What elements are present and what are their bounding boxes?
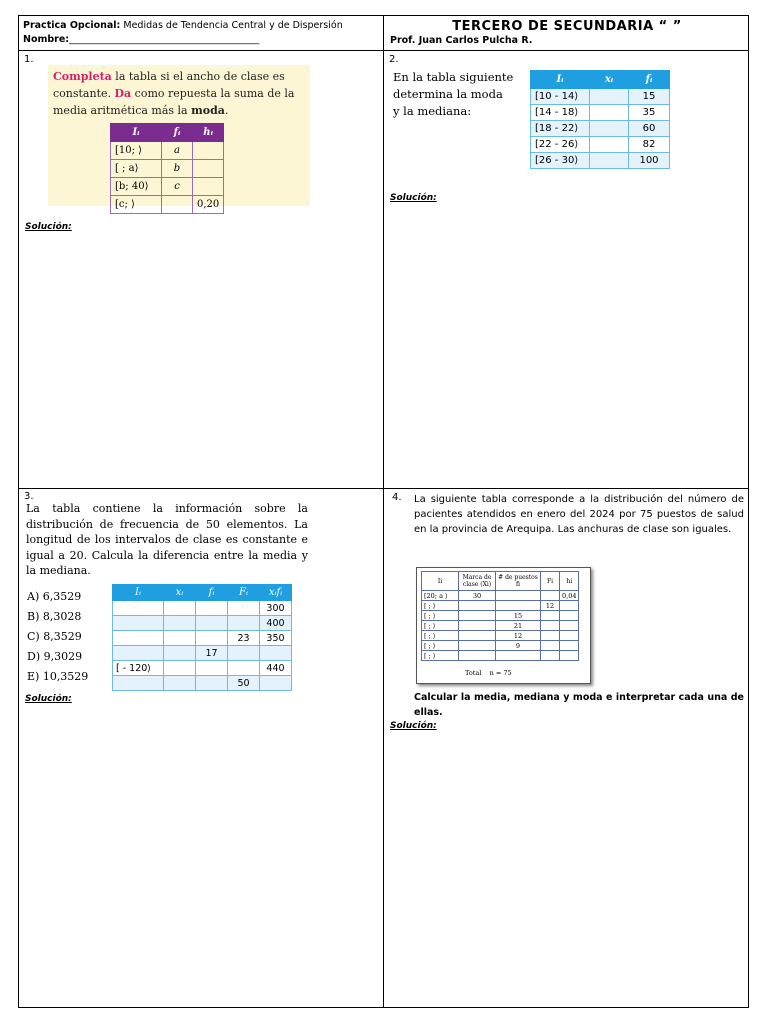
table-row: [26 - 30⟩ 100 [531,153,670,169]
question-number: 1. [24,54,34,65]
question-number: 4. [392,492,402,503]
header-right [384,16,750,50]
name-line: ________________________________________ [69,34,260,45]
question-3 [19,489,383,1009]
table-row: [14 - 18⟩ 35 [531,105,670,121]
table-row: [b; 40⟩ c [111,178,224,196]
practice-subtitle: Medidas de Tendencia Central y de Dispersión [120,20,343,31]
table-row: [ ; ⟩ 9 [422,641,579,651]
table-row: [ ; ⟩ [422,651,579,661]
table-row: [18 - 22⟩ 60 [531,121,670,137]
table-row: [ ; ⟩ 12 [422,601,579,611]
table-total: Total n = 75 [465,669,512,677]
question-4-table: Ii Marca de clase (Xi) # de puestos fi Fi hi [20; a ⟩ 30 0,04 [ ; ⟩ 12 [ ; ⟩ 15 [ ; ⟩ 21 [ ; ⟩ 12 [ ; ⟩ 9 [ ; ⟩ [421,571,579,661]
table-row: 400 [113,616,292,631]
teacher-name: Prof. Juan Carlos Pulcha R. [390,35,533,46]
question-3-table: Iᵢ xᵢ fᵢ Fᵢ xᵢfᵢ 300 400 23 350 17 [ - 120⟩ 440 50 [112,584,292,691]
question-number: 3. [24,491,34,502]
grade-title: TERCERO DE SECUNDARIA “ ” [452,19,682,34]
practice-title: Practica Opcional: [23,20,121,31]
question-1-text: Completa la tabla si el ancho de clase es constante. Da como repuesta la suma de la media aritmética más la moda. [53,70,295,117]
option-d: D) 9,3029 [27,650,83,663]
table-row: 300 [113,601,292,616]
option-b: B) 8,3028 [27,610,82,623]
question-1-box [48,65,310,210]
table-row: [ ; ⟩ 21 [422,621,579,631]
question-4-text: La siguiente tabla corresponde a la distribución del número de pacientes atendidos en enero del 2024 por 75 puestos de salud en la provincia de Arequipa. Las anchuras de clase son iguales. [414,494,744,535]
solution-label: Solución: [390,193,437,203]
answer-options [27,587,88,687]
name-label: Nombre: [23,34,70,45]
question-1-table: Iᵢ fᵢ hᵢ [10; ⟩ a [ ; a⟩ b [b; 40⟩ c [c; ⟩ 0,20 [110,123,224,214]
option-c: C) 8,3529 [27,630,82,643]
table-row: [ - 120⟩ 440 [113,661,292,676]
question-2-text: En la tabla siguiente determina la moda y la mediana: [393,70,514,118]
question-2 [384,52,750,488]
question-4 [384,489,750,1009]
question-3-text: La tabla contiene la información sobre la distribución de frecuencia de 50 elementos. La longitud de los intervalos de clase es constante e igual a 20. Calcula la diferencia entre la media y la mediana. [26,502,308,577]
solution-label: Solución: [25,222,72,232]
question-1 [19,52,383,488]
table-row: [ ; ⟩ 15 [422,611,579,621]
table-row: 17 [113,646,292,661]
question-4-instruction: Calcular la media, mediana y moda e interpretar cada una de ellas. [414,692,744,718]
worksheet [18,15,749,1008]
table-row: 23 350 [113,631,292,646]
option-e: E) 10,3529 [27,670,89,683]
table-row: [10 - 14⟩ 15 [531,89,670,105]
table-row: [10; ⟩ a [111,142,224,160]
question-2-table: Iᵢ xᵢ fᵢ [10 - 14⟩ 15 [14 - 18⟩ 35 [18 - 22⟩ 60 [22 - 26⟩ 82 [26 - 30⟩ 100 [530,70,670,169]
option-a: A) 6,3529 [27,590,82,603]
table-row: [c; ⟩ 0,20 [111,196,224,214]
header-left [19,16,383,50]
table-row: [ ; ⟩ 12 [422,631,579,641]
table-row: [22 - 26⟩ 82 [531,137,670,153]
table-row: [20; a ⟩ 30 0,04 [422,591,579,601]
table-row: [ ; a⟩ b [111,160,224,178]
question-number: 2. [389,54,399,65]
question-4-table-frame [416,567,591,684]
table-row: 50 [113,676,292,691]
solution-label: Solución: [25,694,72,704]
solution-label: Solución: [390,721,437,731]
